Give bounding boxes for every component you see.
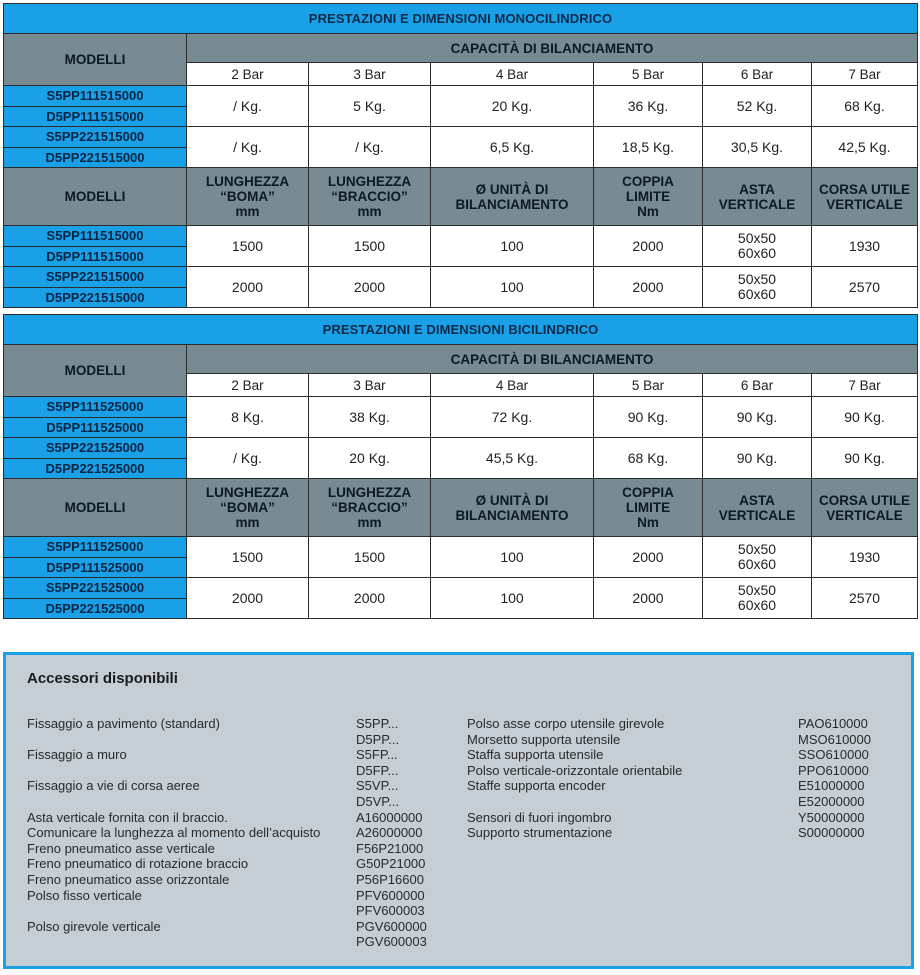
capacity-value: 90 Kg.: [812, 397, 918, 438]
dimension-header-line: “BRACCIO”: [331, 500, 408, 515]
dimension-header-line: CORSA UTILE: [819, 492, 911, 508]
accessory-label: Freno pneumatico di rotazione braccio: [27, 856, 249, 872]
accessories-panel: [3, 652, 914, 969]
dimension-header: [703, 168, 812, 226]
dimension-value-line: 50x50: [737, 271, 777, 287]
modelli-header: MODELLI: [4, 34, 187, 86]
capacity-value: / Kg.: [187, 86, 309, 127]
dimension-value-line: 60x60: [737, 597, 777, 613]
model-code: D5PP111515000: [4, 106, 187, 127]
accessory-code: P56P16600: [356, 872, 424, 887]
model-code: D5PP111515000: [4, 246, 187, 267]
dimension-value: 2000: [309, 578, 431, 619]
dimension-value: 2000: [187, 267, 309, 308]
dimension-value: 100: [431, 267, 594, 308]
model-code: S5PP221515000: [4, 267, 187, 288]
model-code: S5PP111525000: [4, 397, 187, 418]
capacity-value: 5 Kg.: [309, 86, 431, 127]
capacity-value: 90 Kg.: [703, 397, 812, 438]
pressure-header: 3 Bar: [309, 374, 431, 397]
dimension-value: 2000: [594, 578, 703, 619]
model-code: D5PP221525000: [4, 458, 187, 479]
capacity-value: 90 Kg.: [812, 438, 918, 479]
dimension-value: 2000: [187, 578, 309, 619]
dimension-header-line: LUNGHEZZA: [205, 485, 290, 500]
dimension-value: 2570: [812, 578, 918, 619]
dimension-value: 1930: [812, 226, 918, 267]
dimension-value: 1500: [187, 226, 309, 267]
accessory-code: SSO610000: [798, 747, 869, 763]
model-code: S5PP111515000: [4, 226, 187, 247]
accessory-code: A16000000: [356, 809, 423, 825]
capacity-value: 52 Kg.: [703, 86, 812, 127]
dimension-value: [703, 578, 812, 619]
dimension-header-line: VERTICALE: [718, 507, 796, 523]
dimension-header-line: Nm: [637, 204, 659, 219]
accessory-code: F56P21000: [356, 840, 424, 856]
dimension-value: 100: [431, 578, 594, 619]
dimension-value: [703, 537, 812, 578]
accessory-label: Fissaggio a pavimento (standard): [27, 716, 220, 731]
pressure-header: 2 Bar: [187, 63, 309, 86]
mono-section: [3, 3, 917, 308]
capacity-value: / Kg.: [187, 438, 309, 479]
dimension-header-line: LUNGHEZZA: [205, 174, 290, 189]
accessory-label: Staffa supporta utensile: [467, 747, 604, 763]
accessory-label: Freno pneumatico asse orizzontale: [27, 872, 230, 887]
dimension-value: 2000: [594, 267, 703, 308]
dimension-value-line: 50x50: [737, 582, 777, 598]
dimension-header-line: VERTICALE: [826, 507, 903, 523]
accessory-label: Morsetto supporta utensile: [467, 731, 621, 747]
dimension-value: 2000: [594, 226, 703, 267]
dimension-value: 1500: [309, 226, 431, 267]
accessory-label: Fissaggio a vie di corsa aeree: [27, 778, 200, 794]
capacity-value: 68 Kg.: [594, 438, 703, 479]
accessory-label: Comunicare la lunghezza al momento dell’acquisto: [27, 825, 321, 841]
capacity-value: 20 Kg.: [431, 86, 594, 127]
dimension-value: [703, 226, 812, 267]
capacity-value: 90 Kg.: [594, 397, 703, 438]
dimension-header-line: LUNGHEZZA: [327, 485, 412, 500]
model-code: D5PP111525000: [4, 557, 187, 578]
model-code: D5PP221515000: [4, 147, 187, 168]
section-title: PRESTAZIONI E DIMENSIONI MONOCILINDRICO: [4, 4, 918, 34]
accessory-label: Supporto strumentazione: [467, 825, 613, 841]
section-title: PRESTAZIONI E DIMENSIONI BICILINDRICO: [4, 315, 918, 345]
dimension-header-line: mm: [235, 515, 260, 530]
dimension-header-line: ASTA: [739, 492, 775, 508]
capacity-value: 6,5 Kg.: [431, 127, 594, 168]
pressure-header: 5 Bar: [594, 63, 703, 86]
pressure-header: 5 Bar: [594, 374, 703, 397]
capacity-value: 72 Kg.: [431, 397, 594, 438]
dimension-header: [187, 168, 309, 226]
accessory-code: A26000000: [356, 825, 423, 841]
dimension-header-line: BILANCIAMENTO: [455, 507, 569, 523]
capacity-value: / Kg.: [187, 127, 309, 168]
dimension-header: [812, 168, 918, 226]
accessory-code: S00000000: [798, 825, 865, 841]
dimension-value-line: 60x60: [737, 286, 777, 302]
capacity-value: 38 Kg.: [309, 397, 431, 438]
capacity-value: 18,5 Kg.: [594, 127, 703, 168]
dimension-value-line: 50x50: [737, 541, 777, 557]
pressure-header: 7 Bar: [812, 374, 918, 397]
capacity-value: 90 Kg.: [703, 438, 812, 479]
accessory-label: Freno pneumatico asse verticale: [27, 840, 215, 856]
dimension-header-line: Nm: [637, 515, 659, 530]
dimension-value: 1500: [187, 537, 309, 578]
dimension-value: 100: [431, 537, 594, 578]
accessory-label: Sensori di fuori ingombro: [467, 809, 612, 825]
accessory-code: S5PP...: [356, 716, 399, 731]
capacity-value: / Kg.: [309, 127, 431, 168]
accessory-code: PGV600003: [356, 934, 427, 950]
model-code: S5PP111515000: [4, 86, 187, 107]
accessory-code: G50P21000: [356, 856, 426, 872]
dimension-header-line: Ø UNITÀ DI: [475, 492, 549, 508]
pressure-header: 7 Bar: [812, 63, 918, 86]
mono-table: [3, 3, 918, 308]
dimension-header-line: LIMITE: [625, 189, 671, 204]
accessory-code: PFV600000: [356, 887, 425, 903]
model-code: D5PP221515000: [4, 287, 187, 308]
accessory-label: Polso verticale-orizzontale orientabile: [467, 762, 683, 778]
accessory-label: Staffe supporta encoder: [467, 778, 606, 794]
dimension-header-line: VERTICALE: [718, 196, 796, 212]
dimension-header-line: COPPIA: [622, 485, 674, 500]
dimension-header-line: Ø UNITÀ DI: [475, 181, 549, 197]
dimension-header-line: “BOMA”: [220, 500, 275, 515]
dimension-header: [309, 168, 431, 226]
accessory-code: D5VP...: [356, 794, 400, 809]
accessory-code: PAO610000: [798, 716, 868, 731]
dimension-header-line: BILANCIAMENTO: [455, 196, 569, 212]
dimension-header: [594, 479, 703, 537]
capacity-header: CAPACITÀ DI BILANCIAMENTO: [187, 345, 918, 374]
model-code: S5PP221525000: [4, 438, 187, 459]
dimension-value: 2570: [812, 267, 918, 308]
accessory-code: D5PP...: [356, 731, 400, 747]
capacity-value: 36 Kg.: [594, 86, 703, 127]
dimension-header: [594, 168, 703, 226]
accessory-code: S5VP...: [356, 778, 399, 794]
dimension-header-line: COPPIA: [622, 174, 674, 189]
dimension-value: 2000: [309, 267, 431, 308]
dimension-header: [431, 168, 594, 226]
dimension-value: 2000: [594, 537, 703, 578]
bi-section: [3, 314, 917, 619]
pressure-header: 3 Bar: [309, 63, 431, 86]
pressure-header: 6 Bar: [703, 63, 812, 86]
bi-table: [3, 314, 918, 619]
dimension-header: [812, 479, 918, 537]
accessory-label: Asta verticale fornita con il braccio.: [27, 809, 228, 825]
pressure-header: 4 Bar: [431, 63, 594, 86]
dimension-header-line: “BOMA”: [220, 189, 275, 204]
accessory-code: Y50000000: [798, 809, 865, 825]
dimension-header: [703, 479, 812, 537]
accessory-code: PPO610000: [798, 762, 869, 778]
dimension-header-line: VERTICALE: [826, 196, 903, 212]
dimension-value-line: 50x50: [737, 230, 777, 246]
dimension-header-line: mm: [235, 204, 260, 219]
capacity-value: 8 Kg.: [187, 397, 309, 438]
accessory-label: Fissaggio a muro: [27, 747, 127, 763]
capacity-value: 45,5 Kg.: [431, 438, 594, 479]
capacity-value: 30,5 Kg.: [703, 127, 812, 168]
dimension-value: 1930: [812, 537, 918, 578]
model-code: D5PP111525000: [4, 417, 187, 438]
pressure-header: 6 Bar: [703, 374, 812, 397]
model-code: D5PP221525000: [4, 598, 187, 619]
pressure-header: 2 Bar: [187, 374, 309, 397]
dimension-value-line: 60x60: [737, 245, 777, 261]
dimension-header-line: CORSA UTILE: [819, 181, 910, 197]
dimension-value: 100: [431, 226, 594, 267]
accessory-code: E51000000: [798, 778, 865, 794]
model-code: S5PP221515000: [4, 127, 187, 148]
dimension-header: [431, 479, 594, 537]
dimension-value: 1500: [309, 537, 431, 578]
dimension-header-line: “BRACCIO”: [331, 189, 408, 204]
accessory-label: Polso girevole verticale: [27, 918, 161, 934]
dimension-header-line: mm: [357, 515, 382, 530]
accessories-title: Accessori disponibili: [27, 670, 178, 687]
accessory-code: PFV600003: [356, 903, 425, 919]
accessory-code: D5FP...: [356, 762, 399, 778]
modelli-header: MODELLI: [4, 479, 187, 537]
dimension-header: [187, 479, 309, 537]
dimension-value: [703, 267, 812, 308]
capacity-header: CAPACITÀ DI BILANCIAMENTO: [187, 34, 918, 63]
dimension-header-line: LIMITE: [625, 500, 671, 515]
model-code: S5PP111525000: [4, 537, 187, 558]
accessory-label: Polso fisso verticale: [27, 887, 142, 903]
accessory-code: PGV600000: [356, 918, 427, 934]
dimension-header: [309, 479, 431, 537]
dimension-header-line: LUNGHEZZA: [327, 174, 412, 189]
accessory-code: MSO610000: [798, 731, 871, 747]
capacity-value: 42,5 Kg.: [812, 127, 918, 168]
dimension-value-line: 60x60: [737, 556, 777, 572]
capacity-value: 68 Kg.: [812, 86, 918, 127]
dimension-header-line: mm: [357, 204, 382, 219]
accessory-code: S5FP...: [356, 747, 398, 763]
dimension-header-line: ASTA: [739, 181, 775, 197]
pressure-header: 4 Bar: [431, 374, 594, 397]
modelli-header: MODELLI: [4, 345, 187, 397]
model-code: S5PP221525000: [4, 578, 187, 599]
accessory-code: E52000000: [798, 794, 865, 809]
modelli-header: MODELLI: [4, 168, 187, 226]
accessory-label: Polso asse corpo utensile girevole: [467, 716, 665, 731]
capacity-value: 20 Kg.: [309, 438, 431, 479]
